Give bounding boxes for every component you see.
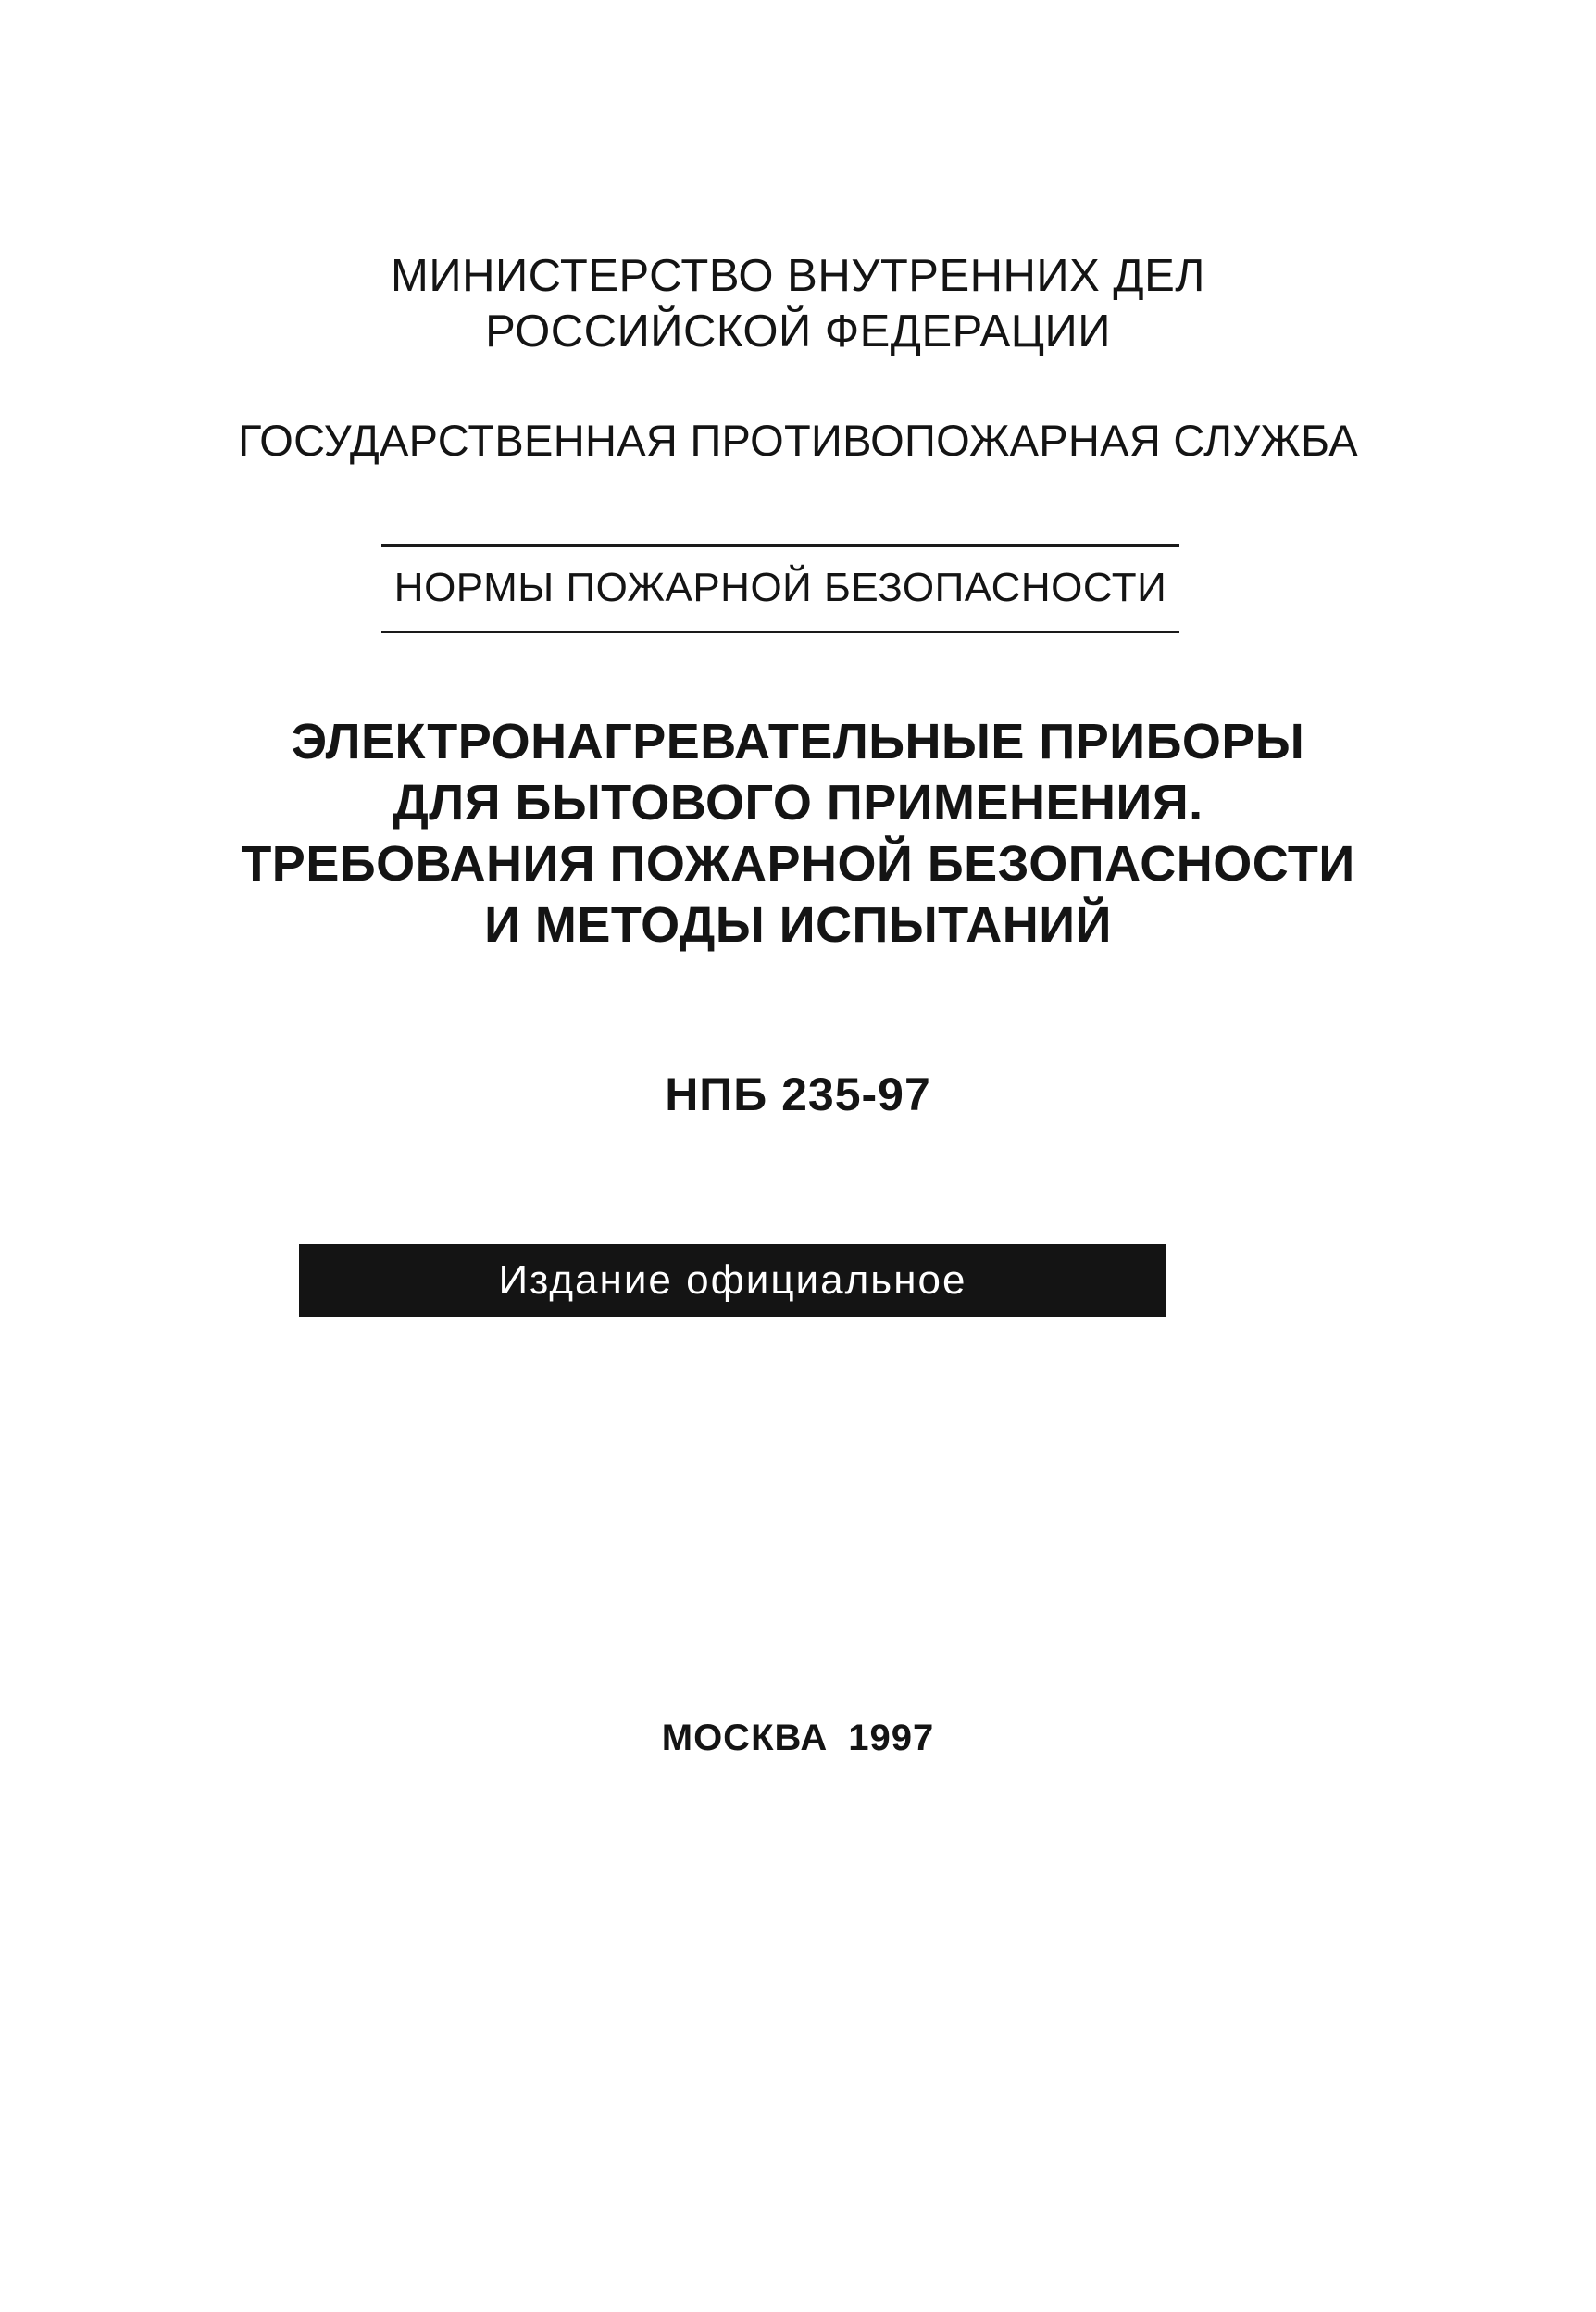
- imprint-city: МОСКВА: [661, 1718, 829, 1758]
- edition-banner: Издание официальное: [299, 1244, 1166, 1317]
- ministry-heading: [0, 248, 1596, 359]
- title-line-1: ЭЛЕКТРОНАГРЕВАТЕЛЬНЫЕ ПРИБОРЫ: [291, 714, 1305, 769]
- category-bottom-rule: [381, 631, 1179, 633]
- title-line-3: ТРЕБОВАНИЯ ПОЖАРНОЙ БЕЗОПАСНОСТИ: [241, 836, 1355, 892]
- document-code: НПБ 235-97: [665, 1069, 931, 1120]
- document-title: [0, 711, 1596, 956]
- title-line-2: ДЛЯ БЫТОВОГО ПРИМЕНЕНИЯ.: [393, 775, 1203, 831]
- category-box: [381, 544, 1179, 633]
- imprint-year: 1997: [848, 1718, 935, 1758]
- service-heading: ГОСУДАРСТВЕННАЯ ПРОТИВОПОЖАРНАЯ СЛУЖБА: [238, 416, 1358, 465]
- category-label: НОРМЫ ПОЖАРНОЙ БЕЗОПАСНОСТИ: [393, 565, 1167, 610]
- ministry-line-1: МИНИСТЕРСТВО ВНУТРЕННИХ ДЕЛ: [391, 251, 1205, 301]
- imprint: [0, 1715, 1596, 1761]
- title-line-4: И МЕТОДЫ ИСПЫТАНИЙ: [484, 897, 1112, 953]
- ministry-line-2: РОССИЙСКОЙ ФЕДЕРАЦИИ: [485, 306, 1111, 356]
